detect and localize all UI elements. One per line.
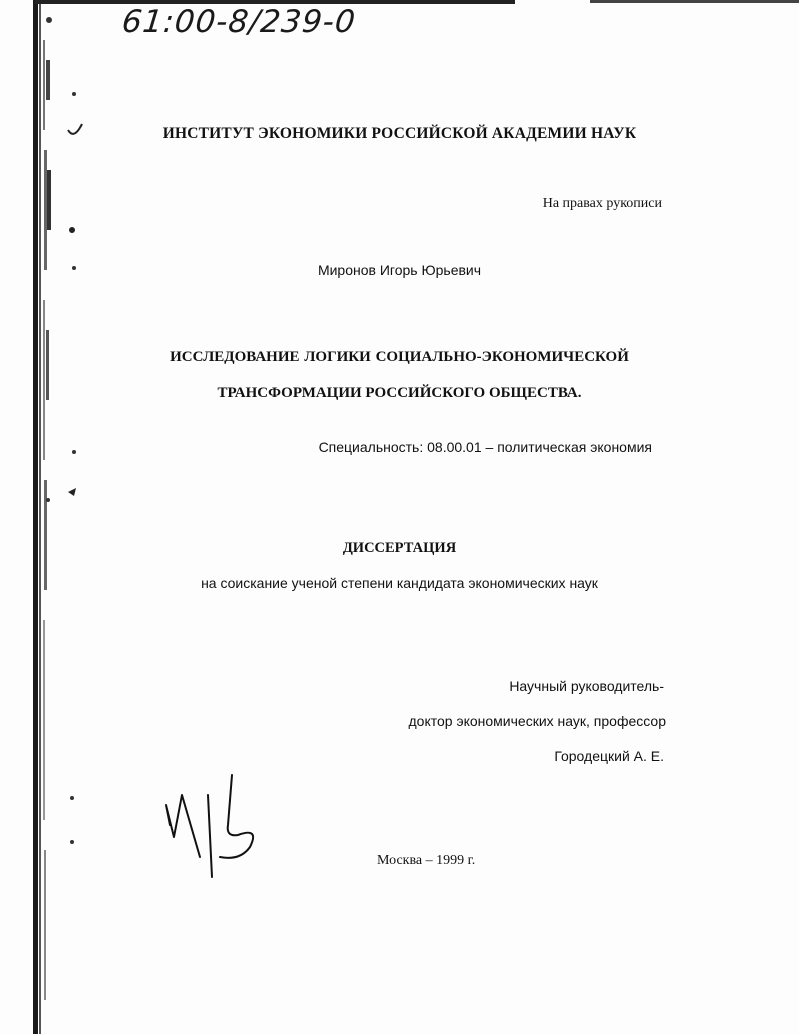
supervisor-name: Городецкий А. Е. — [554, 748, 664, 764]
supervisor-title: доктор экономических наук, профессор — [408, 713, 666, 729]
institute-name: ИНСТИТУТ ЭКОНОМИКИ РОССИЙСКОЙ АКАДЕМИИ НАУК — [162, 125, 637, 142]
document-type-heading: ДИССЕРТАЦИЯ — [342, 540, 457, 556]
author-name: Миронов Игорь Юрьевич — [317, 262, 482, 278]
manuscript-rights-note: На правах рукописи — [542, 196, 662, 211]
city-and-year: Москва – 1999 г. — [377, 853, 476, 868]
archive-code-handwritten: 61:00-8/239-0 — [120, 4, 358, 40]
supervisor-label: Научный руководитель- — [509, 678, 664, 694]
handwritten-signature — [160, 765, 270, 885]
dissertation-title-line-2: ТРАНСФОРМАЦИИ РОССИЙСКОГО ОБЩЕСТВА. — [217, 385, 582, 401]
specialty: Специальность: 08.00.01 – политическая экономия — [318, 439, 652, 455]
scan-specks — [60, 80, 90, 520]
degree-statement: на соискание ученой степени кандидата экономических наук — [201, 575, 598, 591]
dissertation-title-line-1: ИССЛЕДОВАНИЕ ЛОГИКИ СОЦИАЛЬНО-ЭКОНОМИЧЕСКОЙ — [170, 349, 629, 365]
scan-specks-lower — [64, 790, 84, 850]
scan-edge-artifact — [0, 0, 60, 1034]
scan-top-edge-right — [590, 0, 799, 3]
